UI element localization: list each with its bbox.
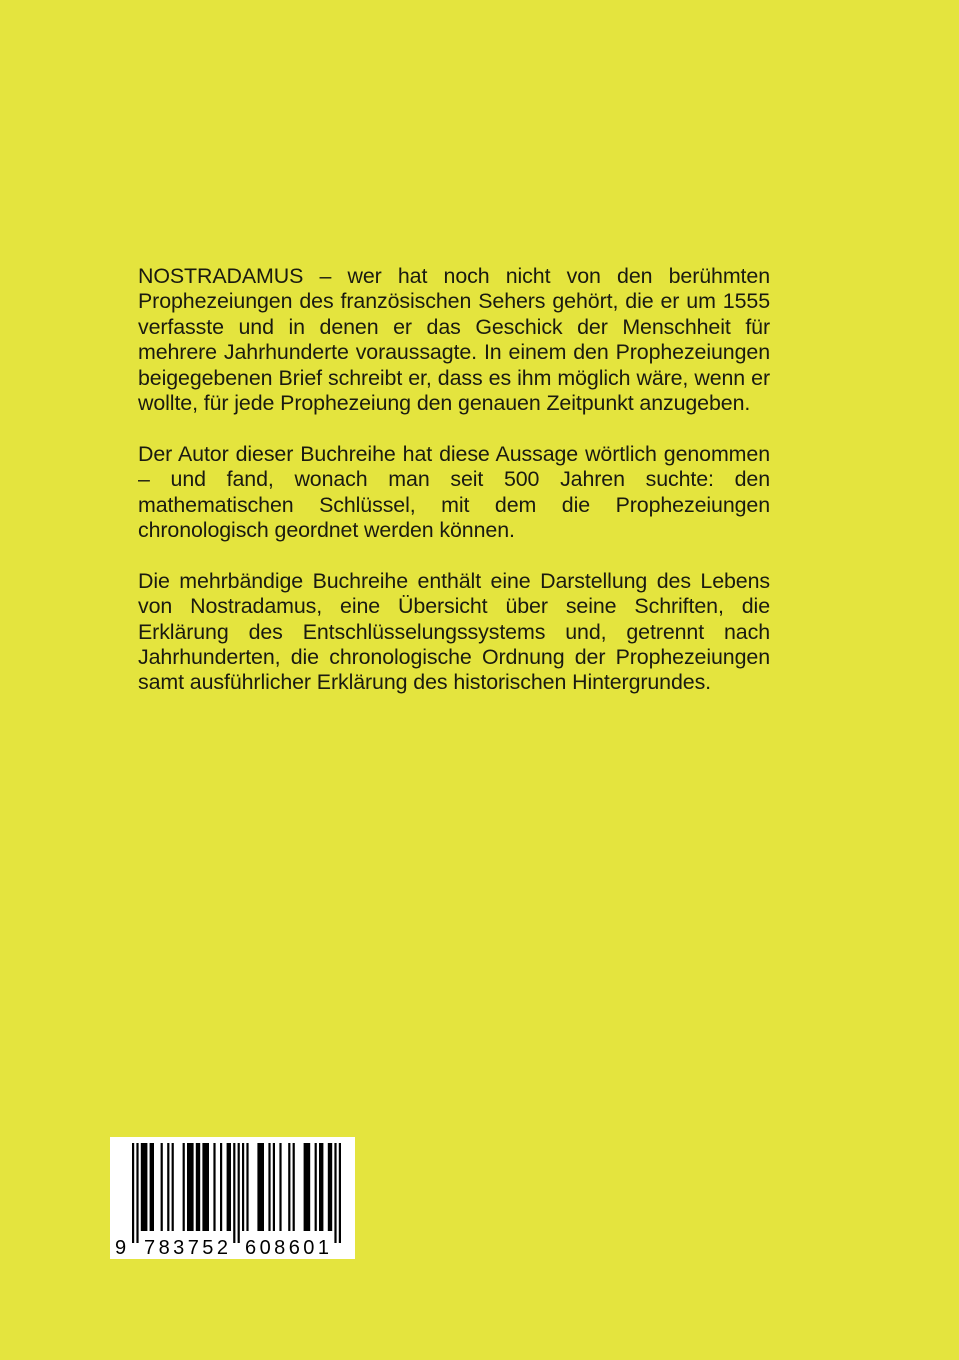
barcode-left-digits: 783752 — [144, 1237, 228, 1259]
barcode-bars — [132, 1143, 341, 1243]
barcode-guard-bar — [132, 1143, 134, 1243]
barcode-bar — [268, 1143, 270, 1231]
barcode-bar — [141, 1143, 148, 1231]
barcode-bar — [319, 1143, 323, 1231]
blurb-paragraph-3: Die mehrbändige Buchreihe enthält eine Darstellung des Lebens von Nostradamus, eine Übersicht über seine Schriften, die Erklärung des Entschlüsselungssystems und, getrennt nach Jahrhunderten, die chronologische Ordnung der Prophezeiungen samt ausführlicher Erklärung des historischen Hintergrundes. — [138, 568, 770, 695]
barcode-bar — [202, 1143, 209, 1231]
barcode-first-digit: 9 — [115, 1237, 127, 1259]
blurb-text — [138, 264, 770, 721]
barcode-bar — [242, 1143, 244, 1231]
barcode-bar — [167, 1143, 169, 1231]
barcode-bar — [227, 1143, 231, 1231]
blurb-paragraph-2: Der Autor dieser Buchreihe hat diese Aussage wörtlich genommen – und fand, wonach man seit 500 Jahren suchte: den mathematischen Schlüssel, mit dem die Prophezeiungen chronologisch geordnet werden können. — [138, 441, 770, 543]
isbn-barcode — [110, 1137, 355, 1259]
barcode-bar — [183, 1143, 185, 1231]
barcode-guard-bar — [233, 1143, 235, 1243]
barcode-bar — [220, 1143, 222, 1231]
barcode-bar — [187, 1143, 194, 1231]
barcode-bar — [315, 1143, 317, 1231]
barcode-bar — [172, 1143, 174, 1231]
barcode-bar — [161, 1143, 163, 1231]
barcode-bar — [213, 1143, 215, 1231]
barcode-bar — [293, 1143, 295, 1231]
barcode-bar — [246, 1143, 248, 1231]
barcode-guard-bar — [238, 1143, 240, 1243]
barcode-bar — [279, 1143, 281, 1231]
barcode-image — [110, 1137, 355, 1259]
barcode-bar — [304, 1143, 311, 1231]
barcode-guard-bar — [334, 1143, 336, 1243]
barcode-bar — [257, 1143, 264, 1231]
barcode-bar — [288, 1143, 290, 1231]
barcode-guard-bar — [136, 1143, 138, 1243]
barcode-bar — [150, 1143, 154, 1231]
barcode-right-digits: 608601 — [245, 1237, 329, 1259]
blurb-paragraph-1: NOSTRADAMUS – wer hat noch nicht von den berühmten Prophezeiungen des französischen Sehers gehört, die er um 1555 verfasste und in denen er das Geschick der Menschheit für mehrere Jahrhunderte voraussagte. In einem den Prophezeiungen beigegebenen Brief schreibt er, dass es ihm möglich wäre, wenn er wollte, für jede Prophezeiung den genauen Zeitpunkt anzugeben. — [138, 264, 770, 416]
barcode-bar — [273, 1143, 275, 1231]
barcode-bar — [196, 1143, 200, 1231]
barcode-guard-bar — [339, 1143, 341, 1243]
barcode-bar — [328, 1143, 332, 1231]
